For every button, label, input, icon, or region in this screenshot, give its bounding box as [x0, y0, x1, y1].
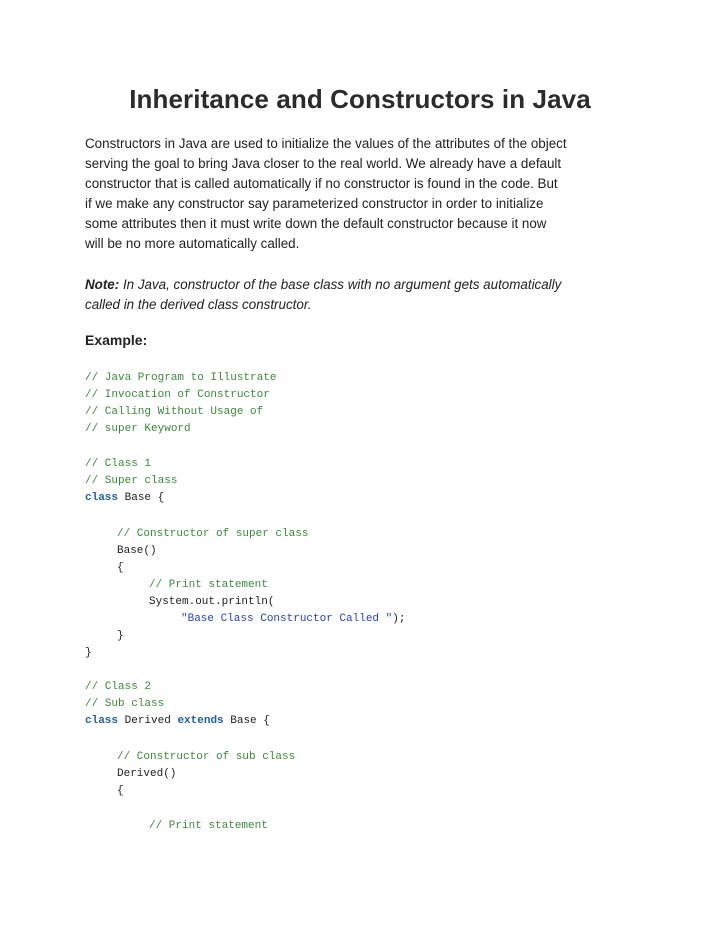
code-comment: // Constructor of sub class — [117, 751, 296, 763]
code-text: } — [85, 647, 92, 659]
code-keyword: class — [85, 715, 119, 727]
note-label: Note: — [85, 277, 120, 292]
code-line — [85, 696, 164, 713]
code-line — [85, 473, 177, 490]
code-comment: // Print statement — [149, 820, 268, 832]
code-comment: // Calling Without Usage of — [85, 406, 264, 418]
code-text: { — [117, 562, 124, 574]
code-line — [149, 577, 268, 594]
example-heading: Example: — [85, 332, 148, 348]
code-line — [85, 404, 263, 421]
code-line — [117, 560, 124, 577]
code-line — [181, 611, 405, 628]
code-line — [117, 628, 124, 645]
code-text: Derived — [118, 715, 178, 727]
code-line — [117, 749, 295, 766]
code-comment: // Constructor of super class — [117, 528, 309, 540]
intro-line: will be no more automatically called. — [85, 236, 300, 251]
code-line — [149, 594, 274, 611]
code-keyword: class — [85, 492, 119, 504]
code-line — [85, 490, 164, 507]
code-line — [117, 543, 157, 560]
code-line — [117, 783, 124, 800]
code-comment: // super Keyword — [85, 423, 191, 435]
intro-line: some attributes then it must write down the default constructor because it now — [85, 216, 547, 231]
intro-paragraph — [85, 134, 640, 254]
code-line — [85, 456, 151, 473]
code-text: ); — [392, 613, 406, 625]
code-text: Base { — [223, 715, 270, 727]
code-line — [149, 818, 268, 835]
code-keyword: extends — [177, 715, 224, 727]
code-line — [117, 766, 176, 783]
code-text: Base { — [118, 492, 165, 504]
code-comment: // Class 2 — [85, 681, 152, 693]
note-paragraph — [85, 275, 640, 315]
code-line — [117, 526, 308, 543]
code-comment: // Invocation of Constructor — [85, 389, 270, 401]
note-line — [85, 275, 640, 295]
code-text: System.out.println( — [149, 596, 275, 608]
code-string: "Base Class Constructor Called " — [181, 613, 393, 625]
code-line — [85, 679, 151, 696]
code-line — [85, 713, 270, 730]
page-title: Inheritance and Constructors in Java — [129, 84, 591, 114]
code-comment: // Print statement — [149, 579, 268, 591]
code-comment: // Java Program to Illustrate — [85, 372, 277, 384]
note-text: In Java, constructor of the base class with no argument gets automatically — [119, 277, 562, 292]
intro-line: serving the goal to bring Java closer to the real world. We already have a default — [85, 156, 562, 171]
code-text: { — [117, 785, 124, 797]
intro-line: constructor that is called automatically if no constructor is found in the code. But — [85, 176, 558, 191]
code-line — [85, 421, 191, 438]
code-line — [85, 387, 270, 404]
code-text: } — [117, 630, 124, 642]
note-line: called in the derived class constructor. — [85, 297, 312, 312]
intro-line: if we make any constructor say parameterized constructor in order to initialize — [85, 196, 544, 211]
code-comment: // Sub class — [85, 698, 165, 710]
code-comment: // Class 1 — [85, 458, 152, 470]
code-text: Base() — [117, 545, 157, 557]
code-line — [85, 370, 276, 387]
code-comment: // Super class — [85, 475, 178, 487]
intro-line: Constructors in Java are used to initialize the values of the attributes of the object — [85, 136, 567, 151]
code-line — [85, 645, 92, 662]
code-text: Derived() — [117, 768, 177, 780]
